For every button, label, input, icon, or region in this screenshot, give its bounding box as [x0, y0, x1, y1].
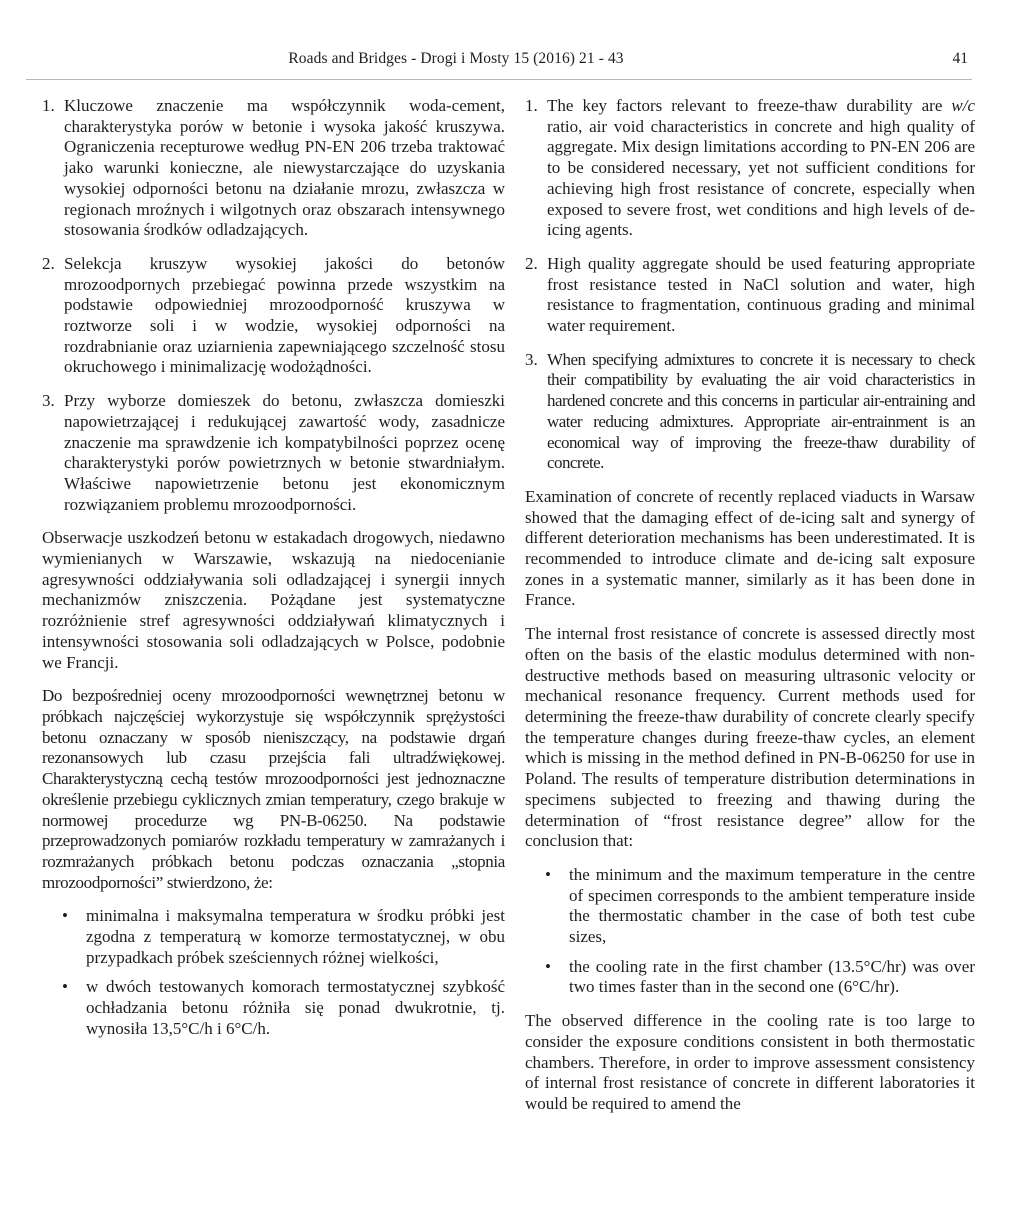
bullet-icon: •	[62, 906, 68, 926]
list-item	[42, 254, 505, 378]
list-number: 3.	[42, 391, 55, 411]
list-item-text: High quality aggregate should be used featuring appropriate frost resistance tested in NaCl solution and water, high resistance to fragmentation, continuous grading and minimal water requirement.	[547, 253, 975, 336]
list-item-text: Przy wyborze domieszek do betonu, zwłaszcza domieszki napowietrzającej i redukującej zawartość wody, zasadnicze znaczenie ma sprawdzenie ich kompatybilności poprzez ocenę charakterystyki porów powietrznych w betonie stwardniałym. Właściwe napowietrzenie betonu jest ekonomicznym rozwiązaniem problemu mrozoodporności.	[64, 391, 505, 514]
conclusions-list-pl	[42, 96, 505, 515]
list-item	[525, 865, 975, 948]
left-column	[42, 96, 505, 1053]
header-rule	[26, 79, 972, 80]
list-item-text: the minimum and the maximum temperature in the centre of specimen corresponds to the ambient temperature inside the thermostatic chamber in the case of both test cube sizes,	[569, 864, 975, 947]
list-item-text: minimalna i maksymalna temperatura w środku próbki jest zgodna z temperaturą w komorze termostatycznej, w obu przypadkach próbek sześciennych różnej wielkości,	[86, 906, 505, 967]
list-item-text	[547, 96, 975, 239]
list-item-text: Kluczowe znaczenie ma współczynnik woda-cement, charakterystyka porów w betonie i wysoka jakość kruszywa. Ograniczenia recepturowe według PN-EN 206 trzeba traktować jako warunki konieczne, ale niewystarczające do uzyskania wysokiej odporności betonu na działanie mrozu, zwłaszcza w regionach mroźnych i wilgotnych oraz obszarach intensywnego stosowania środków odladzających.	[64, 96, 505, 240]
paragraph: The observed difference in the cooling rate is too large to consider the exposure conditions consistent in both thermostatic chambers. Therefore, in order to improve assessment consistency of internal frost resistance of concrete in different laboratories it would be required to amend the	[525, 1011, 975, 1113]
running-header	[26, 48, 972, 78]
right-column	[525, 96, 975, 1128]
list-item-text: When specifying admixtures to concrete it is necessary to check their compatibility by evaluating the air void characteristics in hardened concrete and this concerns in particular air-entraining and water reducing admixtures. Appropriate air-entrainment is an economical way of improving the freeze-thaw durability of concrete.	[547, 349, 975, 473]
list-item	[42, 96, 505, 241]
paragraph: Examination of concrete of recently replaced viaducts in Warsaw showed that the damaging effect of de-icing salt and synergy of different deterioration mechanisms has been underestimated. It is recommended to introduce climate and de-icing salt exposure zones in a systematic manner, similarly as it has been done in France.	[525, 486, 975, 610]
list-number: 2.	[42, 253, 55, 273]
journal-title: Roads and Bridges - Drogi i Mosty 15 (2016) 21 - 43	[288, 50, 624, 67]
list-item-text: Selekcja kruszyw wysokiej jakości do betonów mrozoodpornych przebiegać powinna przede wszystkim na podstawie odpowiedniej mrozoodporność kruszywa w roztworze soli i w wodzie, wysokiej odporności na rozdrabnianie oraz uziarnienia zapewniającego szczelność stosu okruchowego i minimalizację wodożądności.	[64, 253, 505, 377]
text-run: ratio, air void characteristics in concrete and high quality of aggregate. Mix design limitations according to PN-EN 206 are to be considered necessary, yet not sufficient conditions for achieving high frost resistance of concrete, especially when exposed to severe frost, wet conditions and high levels of de-icing agents.	[547, 116, 975, 240]
list-item	[525, 96, 975, 241]
list-number: 2.	[525, 253, 538, 273]
list-item	[42, 391, 505, 515]
list-item	[525, 350, 975, 474]
bullet-list-en	[525, 865, 975, 998]
list-number: 1.	[525, 96, 538, 115]
text-run: The key factors relevant to freeze-thaw durability are	[547, 96, 952, 115]
paragraph: The internal frost resistance of concrete is assessed directly most often on the basis of the elastic modulus determined with non-destructive methods based on measuring ultrasonic velocity or mechanical resonance frequency. Current methods used for determining the freeze-thaw durability of concrete clearly specify the temperature changes during freeze-thaw cycles, an element which is missing in the method defined in PN-B-06250 for use in Poland. The results of temperature distribution determinations in specimens subjected to freezing and thawing during the determination of “frost resistance degree” allow for the conclusion that:	[525, 624, 975, 851]
bullet-icon: •	[62, 977, 68, 997]
list-item	[42, 977, 505, 1039]
bullet-list-pl	[42, 906, 505, 1039]
list-item	[42, 906, 505, 968]
list-number: 1.	[42, 96, 55, 115]
list-item-text: the cooling rate in the first chamber (13.5°C/hr) was over two times faster than in the second one (6°C/hr).	[569, 956, 975, 997]
page-number: 41	[952, 50, 968, 67]
paragraph: Obserwacje uszkodzeń betonu w estakadach drogowych, niedawno wymienianych w Warszawie, wskazują na niedocenianie agresywności oddziaływania soli odladzającej i synergii innych mechanizmów zniszczenia. Pożądane jest systematyczne rozróżnienie stref agresywności oddziaływań klimatycznych i intensywności stosowania soli odladzających w Polsce, podobnie we Francji.	[42, 528, 505, 672]
list-item-text: w dwóch testowanych komorach termostatycznej szybkość ochładzania betonu różniła się ponad dwukrotnie, tj. wynosiła 13,5°C/h i 6°C/h.	[86, 977, 505, 1038]
list-item	[525, 254, 975, 337]
bullet-icon: •	[545, 864, 551, 884]
italic-term: w/c	[951, 96, 975, 115]
list-item	[525, 957, 975, 998]
list-number: 3.	[525, 349, 538, 369]
bullet-icon: •	[545, 956, 551, 976]
conclusions-list-en	[525, 96, 975, 474]
paragraph: Do bezpośredniej oceny mrozoodporności wewnętrznej betonu w próbkach najczęściej wykorzystuje się współczynnik sprężystości betonu oznaczany w sposób nieniszczący, na podstawie drgań rezonansowych lub czasu przejścia fali ultradźwiękowej. Charakterystyczną cechą testów mrozoodporności jest jednoznaczne określenie przebiegu cyklicznych zmian temperatury, czego brakuje w normowej procedurze wg PN-B-06250. Na podstawie przeprowadzonych pomiarów rozkładu temperatury w zamrażanych i rozmrażanych próbkach betonu podczas oznaczania „stopnia mrozoodporności” stwierdzono, że:	[42, 686, 505, 892]
